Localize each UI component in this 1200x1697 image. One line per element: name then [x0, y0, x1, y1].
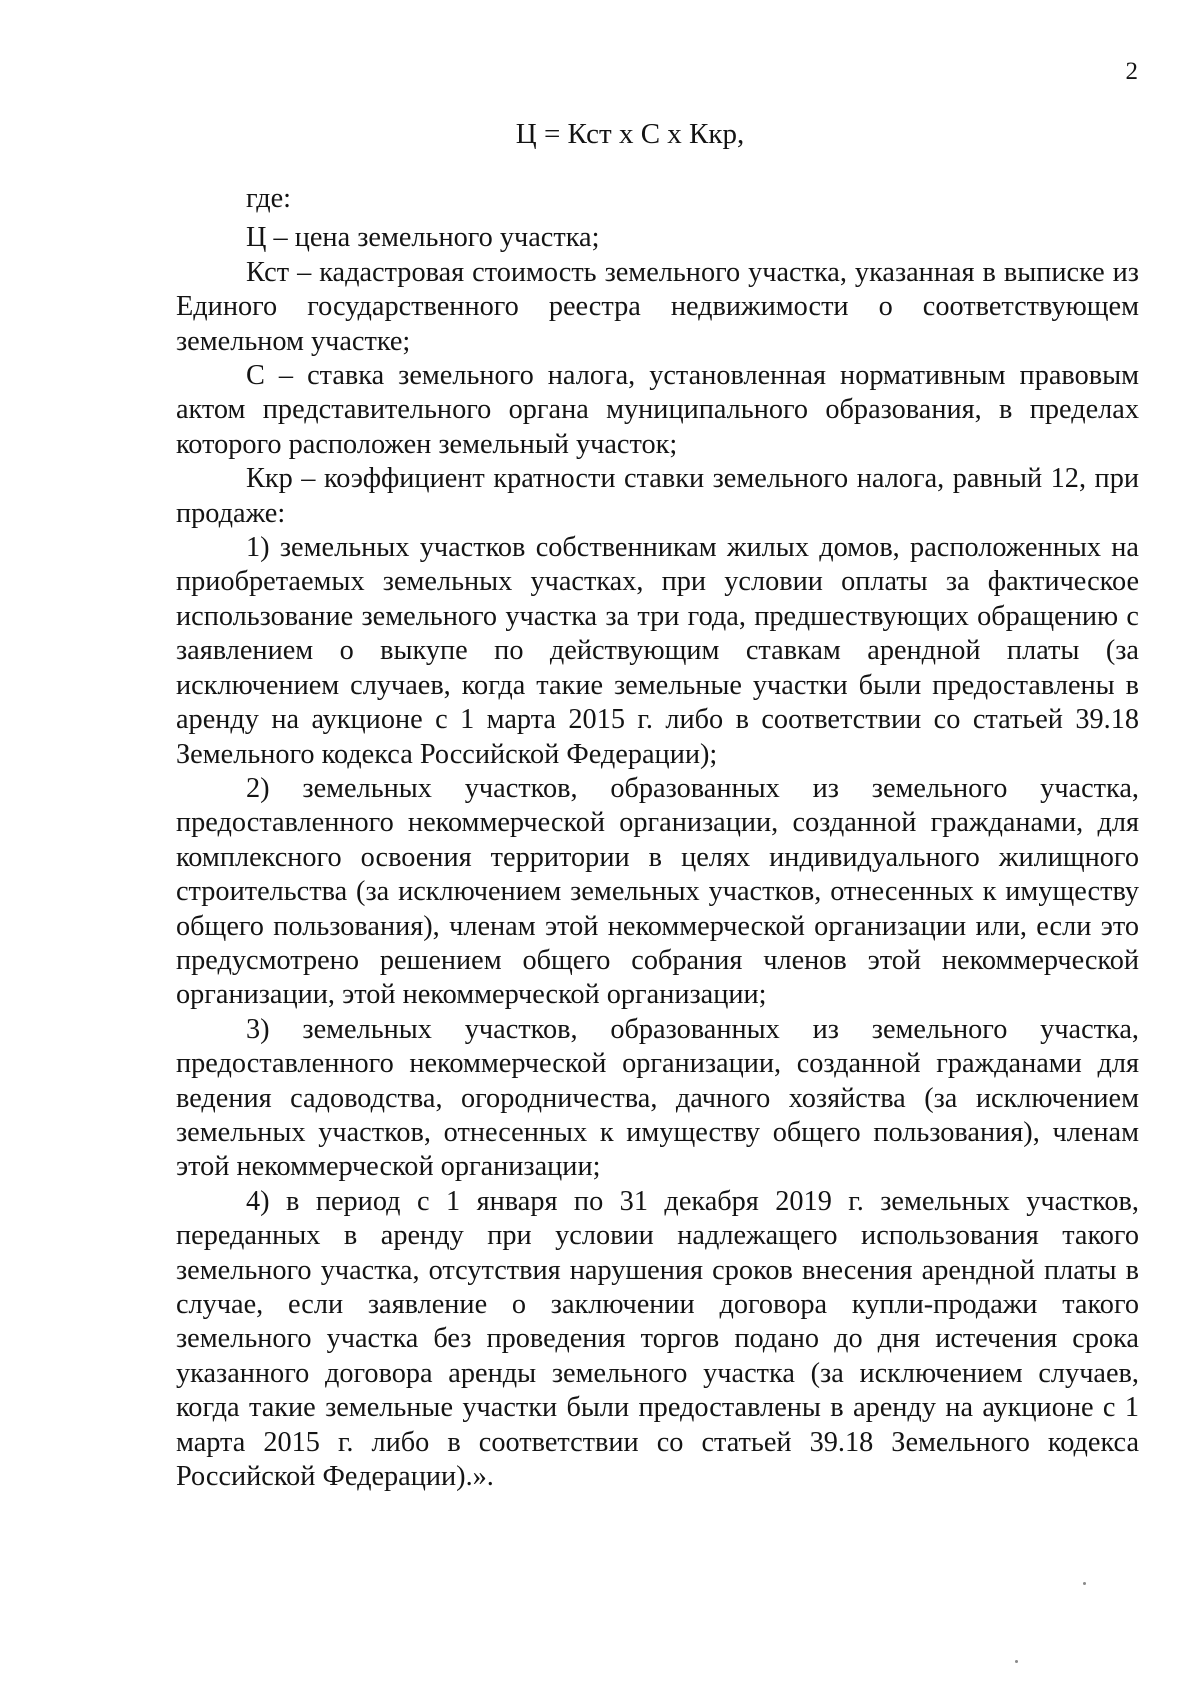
page-number: 2 — [1125, 58, 1138, 85]
list-item-3: 3) земельных участков, образованных из земельного участка, предоставленного некоммерческой организации, созданной гражданами для ведения садоводства, огородничества, дачного хозяйства (за исключением земельных участков, отнесенных к имуществу общего пользования), членам этой некоммерческой организации; — [176, 1013, 1139, 1183]
scan-speck — [1083, 1582, 1086, 1585]
scan-speck — [1015, 1660, 1018, 1663]
list-item-2: 2) земельных участков, образованных из земельного участка, предоставленного некоммерческой организации, созданной гражданами, для комплексного освоения территории в целях индивидуального жилищного строительства (за исключением земельных участков, отнесенных к имуществу общего пользования), членам этой некоммерческой организации или, если это предусмотрено решением общего собрания членов этой некоммерческой организации, этой некоммерческой организации; — [176, 772, 1139, 1011]
paragraph-definition-tax-rate: С – ставка земельного налога, установленная нормативным правовым актом представительного органа муниципального образования, в пределах которого расположен земельный участок; — [176, 360, 1139, 460]
paragraph-definition-cadastral-value: Кст – кадастровая стоимость земельного участка, указанная в выписке из Единого государственного реестра недвижимости о соответствующем земельном участке; — [176, 256, 1139, 357]
paragraph-definition-price: Ц – цена земельного участка; — [246, 222, 600, 254]
paragraph-where: где: — [246, 183, 292, 214]
list-item-1: 1) земельных участков собственникам жилых домов, расположенных на приобретаемых земельных участках, при условии оплаты за фактическое использование земельного участка за три года, предшествующих обращению с заявлением о выкупе по действующим ставкам арендной платы (за исключением случаев, когда такие земельные участки были предоставлены в аренду на аукционе с 1 марта 2015 г. либо в соответствии со статьей 39.18 Земельного кодекса Российской Федерации); — [176, 532, 1139, 770]
list-item-4: 4) в период с 1 января по 31 декабря 2019 г. земельных участков, переданных в аренду при условии надлежащего использования такого земельного участка, отсутствия нарушения сроков внесения арендной платы в случае, если заявление о заключении договора купли-продажи такого земельного участка без проведения торгов подано до дня истечения срока указанного договора аренды земельного участка (за исключением случаев, когда такие земельные участки были предоставлены в аренду на аукционе с 1 марта 2015 г. либо в соответствии со статьей 39.18 Земельного кодекса Российской Федерации).». — [176, 1185, 1139, 1493]
paragraph-definition-multiplier: Ккр – коэффициент кратности ставки земельного налога, равный 12, при продаже: — [176, 463, 1139, 529]
price-formula: Ц = Кст х С х Ккр, — [515, 118, 745, 150]
document-body — [176, 182, 1139, 1494]
